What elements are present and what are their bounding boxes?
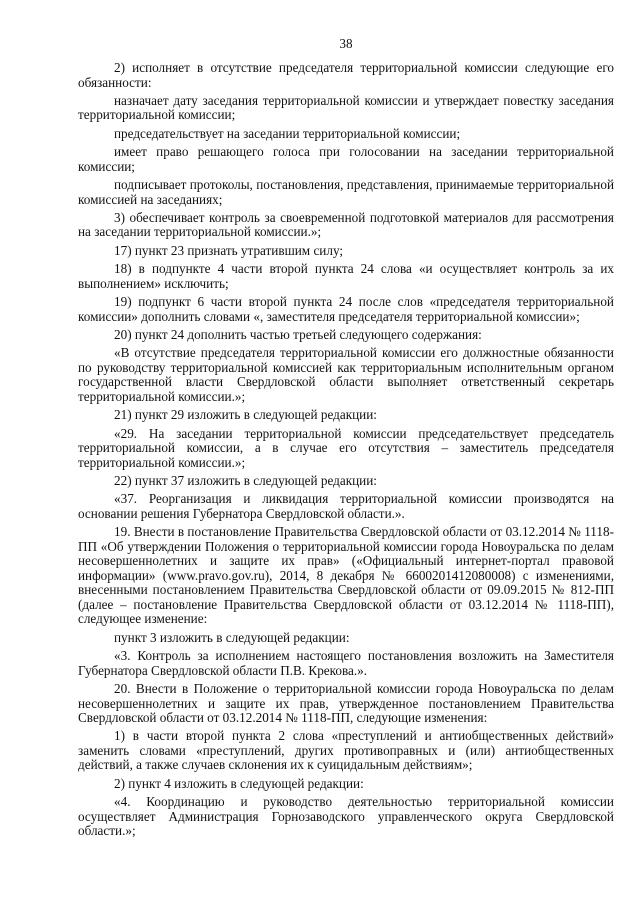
paragraph: председательствует на заседании территориальной комиссии; — [114, 125, 461, 141]
paragraph: назначает дату заседания территориальной комиссии и утверждает повестку заседания территориальной комиссии; — [78, 92, 614, 123]
paragraph: пункт 3 изложить в следующей редакции: — [114, 629, 350, 645]
paragraph: 20. Внести в Положение о территориальной комиссии города Новоуральска по делам несовершеннолетних и защите их прав, утвержденное постановлением Правительства Свердловской области от 03.12.2014 № 1118-ПП, следующие изменения: — [78, 681, 614, 726]
paragraph: 17) пункт 23 признать утратившим силу; — [114, 242, 344, 258]
paragraph: 19. Внести в постановление Правительства Свердловской области от 03.12.2014 № 1118-ПП «Об утверждении Положения о территориальной комиссии города Новоуральска по делам несовершеннолетних и защите их прав» («Официальный интернет-портал правовой информации» (www.pravo.gov.ru), 2014, 8 декабря № 6600201412080008) с изменениями, внесенными постановлением Правительства Свердловской области от 09.09.2015 № 812-ПП (далее – постановление Правительства Свердловской области от 03.12.2014 № 1118-ПП), следующее изменение: — [78, 524, 614, 627]
paragraph: 2) исполняет в отсутствие председателя территориальной комиссии следующие его обязанности: — [78, 60, 614, 90]
paragraph: «3. Контроль за исполнением настоящего постановления возложить на Заместителя Губернатора Свердловской области П.В. Крекова.». — [78, 648, 614, 678]
paragraph: имеет право решающего голоса при голосовании на заседании территориальной комиссии; — [78, 144, 614, 174]
paragraph: 2) пункт 4 изложить в следующей редакции: — [114, 775, 364, 791]
paragraph: «4. Координацию и руководство деятельностью территориальной комиссии осуществляет Администрация Горнозаводского управленческого округа Свердловской области.»; — [78, 794, 614, 839]
paragraph: 21) пункт 29 изложить в следующей редакции: — [114, 407, 377, 423]
paragraph: 3) обеспечивает контроль за своевременной подготовкой материалов для рассмотрения на заседании территориальной комиссии.»; — [78, 209, 614, 240]
paragraph: 1) в части второй пункта 2 слова «преступлений и антиобщественных действий» заменить словами «преступлений, других противоправных и (или) антиобщественных действий, а также случаев склонения их к суицидальным действиям»; — [78, 728, 614, 773]
paragraph: «29. На заседании территориальной комиссии председательствует председатель территориальной комиссии, а в случае его отсутствия – заместитель председателя территориальной комиссии.»; — [78, 425, 614, 470]
paragraph: «37. Реорганизация и ликвидация территориальной комиссии производятся на основании решения Губернатора Свердловской области.». — [78, 491, 614, 521]
paragraph: 20) пункт 24 дополнить частью третьей следующего содержания: — [114, 327, 482, 343]
paragraph: подписывает протоколы, постановления, представления, принимаемые территориальной комиссией на заседаниях; — [78, 177, 614, 207]
paragraph: 18) в подпункте 4 части второй пункта 24 слова «и осуществляет контроль за их выполнением» исключить; — [78, 261, 614, 291]
paragraph: 22) пункт 37 изложить в следующей редакции: — [114, 473, 377, 489]
paragraph: «В отсутствие председателя территориальной комиссии его должностные обязанности по руководству территориальной комиссией как территориальным исполнительным органом государственной власти Свердловской области выполняет ответственный секретарь территориальной комиссии.»; — [78, 345, 614, 404]
paragraph: 19) подпункт 6 части второй пункта 24 после слов «председателя территориальной комиссии» дополнить словами «, заместителя председателя территориальной комиссии»; — [78, 294, 614, 324]
document-body — [78, 61, 614, 839]
page-number: 38 — [339, 36, 353, 51]
